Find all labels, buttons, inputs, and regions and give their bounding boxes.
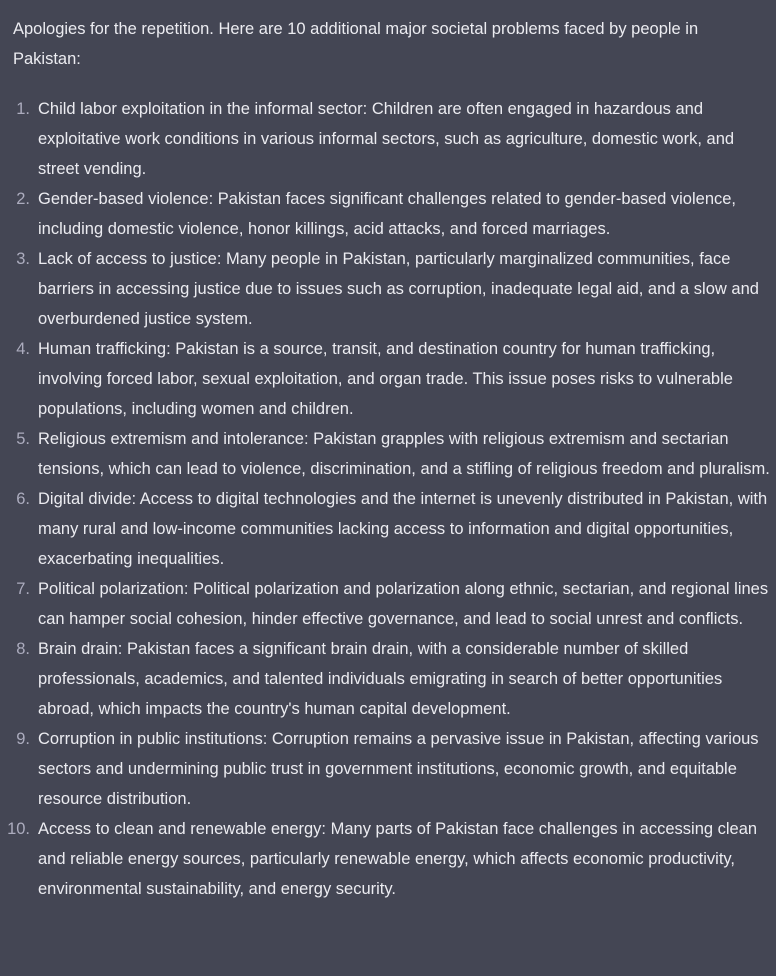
list-item [0, 574, 776, 634]
list-item-number: 7. [16, 580, 30, 598]
list-item [0, 424, 776, 484]
list-item-number: 8. [16, 640, 30, 658]
list-item [0, 724, 776, 814]
list-item-number: 4. [16, 340, 30, 358]
list-item-number: 3. [16, 250, 30, 268]
list-item [0, 244, 776, 334]
list-item [0, 184, 776, 244]
list-item-text: Brain drain: Pakistan faces a significant brain drain, with a considerable number of skilled professionals, academics, and talented individuals emigrating in search of better opportunities abroad, which impacts the country's human capital development. [38, 640, 723, 718]
list-item-number: 1. [16, 100, 30, 118]
list-item [0, 634, 776, 724]
list-item-text: Corruption in public institutions: Corruption remains a pervasive issue in Pakistan, affecting various sectors and undermining public trust in government institutions, economic growth, and equitable resource distribution. [38, 730, 759, 808]
list-item-text: Human trafficking: Pakistan is a source, transit, and destination country for human trafficking, involving forced labor, sexual exploitation, and organ trade. This issue poses risks to vulnerable populations, including women and children. [38, 340, 733, 418]
list-item-number: 2. [16, 190, 30, 208]
problem-list [0, 94, 776, 904]
list-item-text: Digital divide: Access to digital technologies and the internet is unevenly distributed in Pakistan, with many rural and low-income communities lacking access to information and digital opportunities, exacerbating inequalities. [38, 490, 768, 568]
list-item [0, 334, 776, 424]
list-item-text: Access to clean and renewable energy: Many parts of Pakistan face challenges in accessing clean and reliable energy sources, particularly renewable energy, which affects economic productivity, environmental sustainability, and energy security. [38, 820, 758, 898]
list-item-number: 6. [16, 490, 30, 508]
list-item [0, 484, 776, 574]
list-item-text: Gender-based violence: Pakistan faces significant challenges related to gender-based violence, including domestic violence, honor killings, acid attacks, and forced marriages. [38, 190, 737, 238]
list-item [0, 814, 776, 904]
list-item-number: 9. [16, 730, 30, 748]
list-item-number: 5. [16, 430, 30, 448]
list-item [0, 94, 776, 184]
list-item-text: Child labor exploitation in the informal sector: Children are often engaged in hazardous and exploitative work conditions in various informal sectors, such as agriculture, domestic work, and street vending. [38, 100, 735, 178]
list-item-number: 10. [7, 820, 30, 838]
list-item-text: Lack of access to justice: Many people in Pakistan, particularly marginalized communities, face barriers in accessing justice due to issues such as corruption, inadequate legal aid, and a slow and overburdened justice system. [38, 250, 759, 328]
list-item-text: Religious extremism and intolerance: Pakistan grapples with religious extremism and sectarian tensions, which can lead to violence, discrimination, and a stifling of religious freedom and pluralism. [38, 430, 770, 478]
message-intro: Apologies for the repetition. Here are 10 additional major societal problems faced by people in Pakistan: [13, 20, 699, 68]
list-item-text: Political polarization: Political polarization and polarization along ethnic, sectarian, and regional lines can hamper social cohesion, hinder effective governance, and lead to social unrest and conflicts. [38, 580, 769, 628]
